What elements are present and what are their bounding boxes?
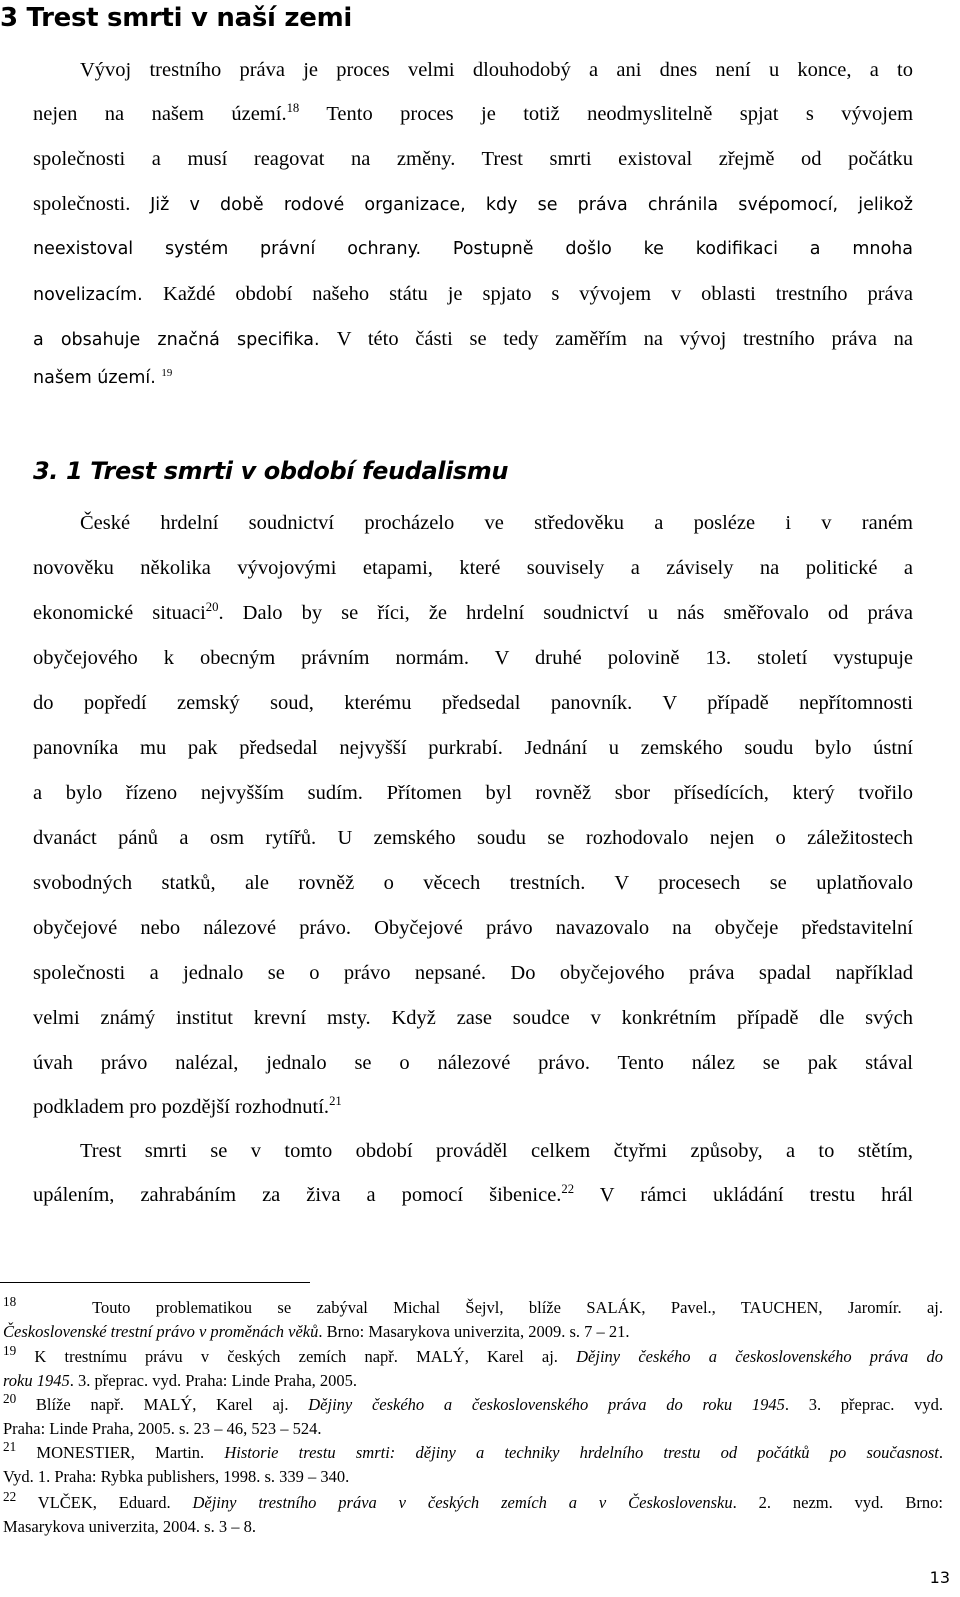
section-line-14: podkladem pro pozdější rozhodnutí.$^{21}$ (33, 1093, 342, 1118)
section-line-13: úvah právo nalézal, jednalo se o nálezové právo. Tento nález se pak stával (33, 1052, 913, 1074)
section-line-4: obyčejového k obecným právním normám. V druhé polovině 13. století vystupuje (33, 647, 913, 669)
section-line-9: svobodných statků, ale rovněž o věcech trestních. V procesech se uplatňovalo (33, 872, 913, 894)
section-p2-line-2: upálením, zahrabáním za živa a pomocí šibenice.$^{22}$ V rámci ukládání trestu hrál (33, 1181, 914, 1206)
footnote-21-line-2: Vyd. 1. Praha: Rybka publishers, 1998. s. 339 – 340. (3, 1467, 350, 1486)
intro-line-4: společnosti. Již v době rodové organizace, kdy se práva chránila svépomocí, jelikož (33, 193, 913, 215)
footnote-ref-20[interactable]: 20 (205, 599, 219, 614)
footnote-20-line-1: $^{20}$ Blíže např. MALÝ, Karel aj. Dějiny českého a československého práva do roku 1945. 3. přeprac. vyd. (3, 1390, 943, 1414)
footnote-number-22: 22 (3, 1488, 17, 1504)
footnote-separator (0, 1282, 310, 1283)
footnote-number-18: 18 (3, 1293, 17, 1309)
footnote-18-line-2: Československé trestní právo v proměnách věků. Brno: Masarykova univerzita, 2009. s. 7 – 21. (3, 1322, 630, 1341)
intro-line-1: Vývoj trestního práva je proces velmi dlouhodobý a ani dnes není u konce, a to (80, 59, 913, 81)
footnote-ref-19[interactable]: 19 (161, 366, 173, 379)
footnote-20-line-2: Praha: Linde Praha, 2005. s. 23 – 46, 523 – 524. (3, 1419, 322, 1438)
footnote-number-20: 20 (3, 1390, 17, 1406)
footnote-ref-18[interactable]: 18 (286, 100, 300, 115)
section-line-5: do popředí zemský soud, kterému předsedal panovník. V případě nepřítomnosti (33, 692, 913, 714)
section-line-11: společnosti a jednalo se o právo nepsané. Do obyčejového práva spadal například (33, 962, 913, 984)
section-line-3: ekonomické situaci$^{20}$. Dalo by se říci, že hrdelní soudnictví u nás směřovalo od práva (33, 599, 913, 624)
section-line-7: a bylo řízeno nejvyšším sudím. Přítomen byl rovněž sbor přísedících, který tvořilo (33, 782, 913, 804)
page-number: 13 (929, 1568, 950, 1587)
footnote-19-line-1: $^{19}$ K trestnímu právu v českých zemích např. MALÝ, Karel aj. Dějiny českého a československého práva do (3, 1342, 943, 1366)
footnote-18-line-1: $^{18}$ Touto problematikou se zabýval Michal Šejvl, blíže SALÁK, Pavel., TAUCHEN, Jaromír. aj. (3, 1293, 944, 1317)
section-line-1: České hrdelní soudnictví procházelo ve středověku a posléze i v raném (80, 512, 913, 534)
intro-line-6: novelizacím. Každé období našeho státu je spjato s vývojem v oblasti trestního práva (33, 283, 913, 305)
section-line-6: panovníka mu pak předsedal nejvyšší purkrabí. Jednání u zemského soudu bylo ústní (33, 737, 913, 759)
footnote-ref-22[interactable]: 22 (561, 1181, 575, 1196)
intro-line-8: našem území. $^{19}$ (33, 366, 173, 388)
section-p2-line-1: Trest smrti se v tomto období prováděl celkem čtyřmi způsoby, a to stětím, (80, 1140, 913, 1162)
intro-line-7: a obsahuje značná specifika. V této části se tedy zaměřím na vývoj trestního práva na (33, 328, 913, 350)
intro-line-2: nejen na našem území.$^{18}$ Tento proces je totiž neodmyslitelně spjat s vývojem (33, 100, 914, 125)
footnote-21-line-1: $^{21}$ MONESTIER, Martin. Historie trestu smrti: dějiny a techniky hrdelního trestu od počátků po současnost. (3, 1438, 943, 1462)
footnote-number-19: 19 (3, 1342, 17, 1358)
section-line-12: velmi známý institut krevní msty. Když zase soudce v konkrétním případě dle svých (33, 1007, 913, 1029)
footnote-ref-21[interactable]: 21 (329, 1093, 342, 1108)
chapter-heading: 3 Trest smrti v naší zemi (0, 3, 352, 33)
footnote-22-line-2: Masarykova univerzita, 2004. s. 3 – 8. (3, 1517, 256, 1536)
footnote-19-line-2: roku 1945. 3. přeprac. vyd. Praha: Linde Praha, 2005. (3, 1371, 358, 1390)
intro-line-3: společnosti a musí reagovat na změny. Trest smrti existoval zřejmě od počátku (33, 148, 913, 170)
section-line-10: obyčejové nebo nálezové právo. Obyčejové právo navazovalo na obyčeje představitelní (33, 917, 913, 939)
footnote-number-21: 21 (3, 1438, 17, 1454)
intro-line-5: neexistoval systém právní ochrany. Postupně došlo ke kodifikaci a mnoha (33, 239, 913, 259)
footnote-22-line-1: $^{22}$ VLČEK, Eduard. Dějiny trestního práva v českých zemích a v Československu. 2. nezm. vyd. Brno: (3, 1488, 943, 1512)
section-heading: 3. 1 Trest smrti v období feudalismu (33, 457, 509, 485)
section-line-2: novověku několika vývojovými etapami, které souvisely a závisely na politické a (33, 557, 913, 579)
section-line-8: dvanáct pánů a osm rytířů. U zemského soudu se rozhodovalo nejen o záležitostech (33, 827, 913, 849)
